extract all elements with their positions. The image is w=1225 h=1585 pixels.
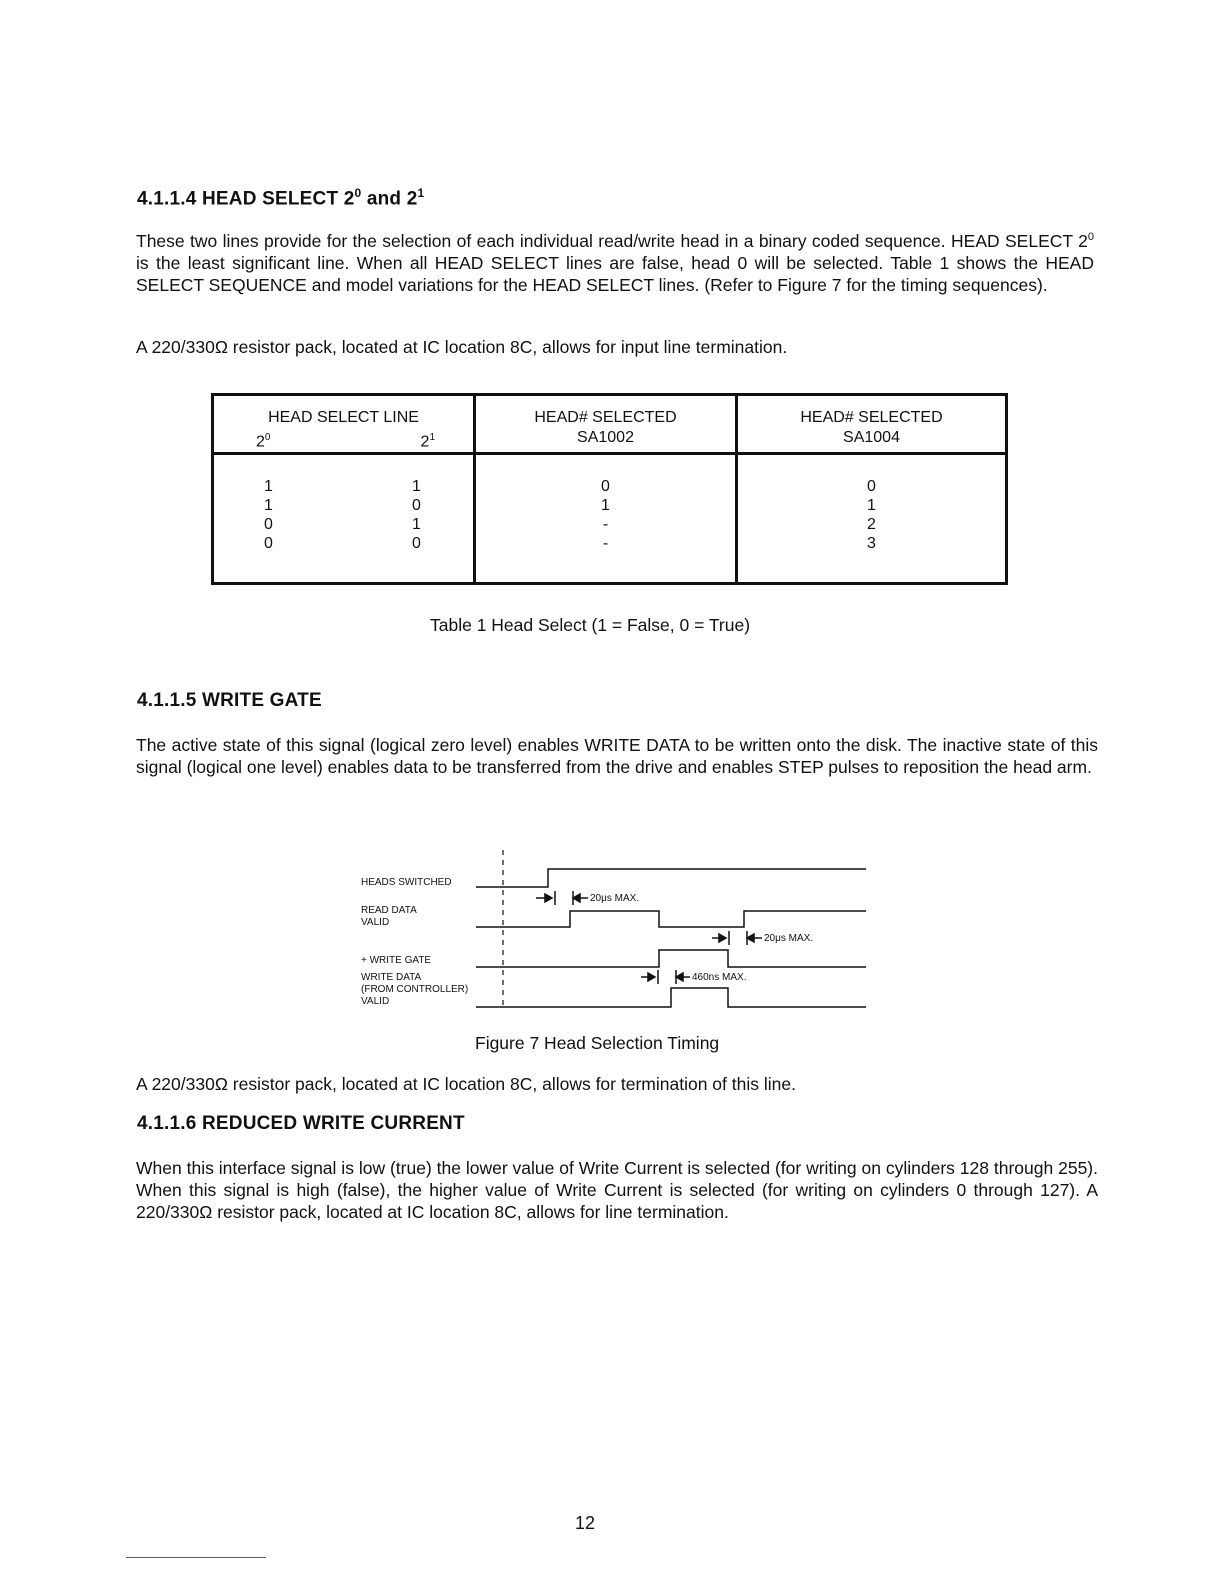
table-row: 1 1 <box>264 478 421 496</box>
timing-label-20us-2: 20μs MAX. <box>764 933 814 944</box>
label-write-data: WRITE DATA <box>361 972 422 983</box>
footer-rule <box>126 1557 266 1558</box>
figure-caption: Figure 7 Head Selection Timing <box>475 1033 720 1053</box>
label-write-gate: + WRITE GATE <box>361 955 432 966</box>
paragraph-reduced-write-current: When this interface signal is low (true) the lower value of Write Current is selected (for writing on cylinders 128 through 255). When this signal is high (false), the higher value of Write Current is selected (for writing on cylinders 0 through 127). A 220/330Ω resistor pack, located at IC location 8C, allows for line termination. <box>136 1158 1098 1222</box>
heading-head-select: 4.1.1.4 HEAD SELECT $2^0$ and $2^1$ <box>137 186 425 210</box>
paragraph-resistor-pack-1: A 220/330Ω resistor pack, located at IC location 8C, allows for input line termination. <box>136 337 788 357</box>
table-header-head-select-line: HEAD SELECT LINE $2^0$ $2^1$ <box>213 395 475 454</box>
heading-write-gate: 4.1.1.5 WRITE GATE <box>137 690 322 711</box>
timing-label-460ns: 460ns MAX. <box>692 972 747 983</box>
table-header-sa1002: HEAD# SELECTED SA1002 <box>475 395 737 454</box>
table-cell-sa1002: 0 1 - - <box>475 454 737 584</box>
label-read-data: READ DATA <box>361 905 417 916</box>
paragraph-write-gate: The active state of this signal (logical zero level) enables WRITE DATA to be written onto the disk. The inactive state of this signal (logical one level) enables data to be transferred from the drive and enables STEP pulses to reposition the head arm. <box>136 735 1098 777</box>
page-number: 12 <box>575 1513 596 1533</box>
table-row: 1 0 <box>264 497 421 515</box>
paragraph-resistor-pack-2: A 220/330Ω resistor pack, located at IC location 8C, allows for termination of this line. <box>136 1074 796 1094</box>
heading-reduced-write-current: 4.1.1.6 REDUCED WRITE CURRENT <box>137 1113 465 1134</box>
label-from-controller: (FROM CONTROLLER) <box>361 984 469 995</box>
label-heads-switched: HEADS SWITCHED <box>361 877 452 888</box>
table-caption: Table 1 Head Select (1 = False, 0 = True) <box>430 615 751 635</box>
label-write-data-valid: VALID <box>361 996 390 1007</box>
table-row: 0 0 <box>264 535 421 553</box>
paragraph-head-select: These two lines provide for the selection of each individual read/write head in a binary coded sequence. HEAD SELECT $2^0$ is the least significant line. When all HEAD SELECT lines are false, head 0 will be selected. Table 1 shows the HEAD SELECT SEQUENCE and model variations for the HEAD SELECT lines. (Refer to Figure 7 for the timing sequences). <box>136 231 1094 295</box>
table-row: 0 1 <box>264 516 421 534</box>
table-cell-sa1004: 0 1 2 3 <box>737 454 1007 584</box>
timing-label-20us-1: 20μs MAX. <box>590 893 640 904</box>
label-read-data-valid: VALID <box>361 917 390 928</box>
table-header-sa1004: HEAD# SELECTED SA1004 <box>737 395 1007 454</box>
